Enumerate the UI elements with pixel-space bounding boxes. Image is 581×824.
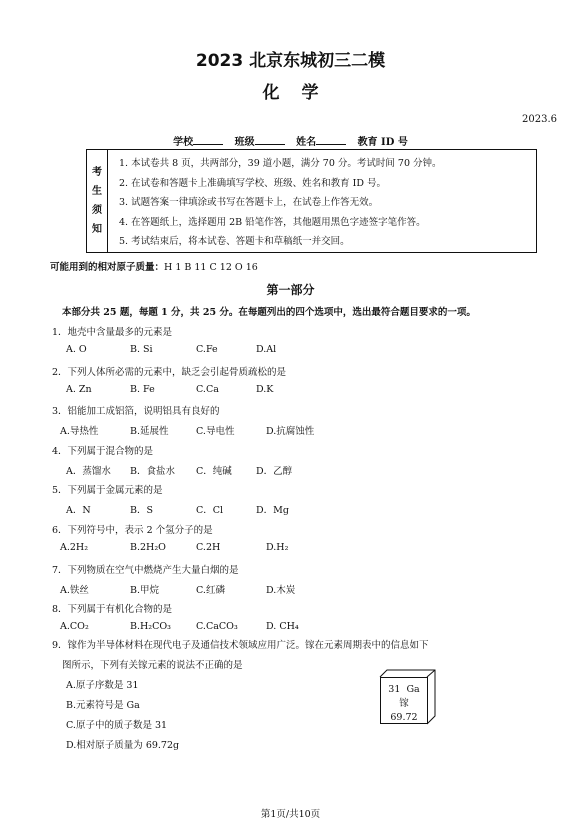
question-stem: 5．下列属于金属元素的是: [52, 485, 163, 497]
element-name: 镓: [399, 698, 409, 709]
question-option: C.Fe: [196, 344, 218, 355]
notice-item: 2. 在试卷和答题卡上准确填写学校、班级、姓名和教育 ID 号。: [119, 177, 386, 189]
question-option: A.导热性: [60, 426, 99, 438]
question-option: A．N: [66, 505, 91, 517]
student-info-line: [0, 133, 581, 148]
question-stem: 6．下列符号中，表示 2 个氢分子的是: [52, 525, 213, 536]
name-blank: [316, 135, 346, 145]
question-option: A.CO₂: [60, 621, 89, 633]
element-card: [380, 677, 428, 724]
school-label: 学校: [173, 137, 194, 148]
question-option: B．食盐水: [130, 465, 175, 477]
class-label: 班级: [234, 137, 255, 148]
q9-option: B.元素符号是 Ga: [66, 700, 140, 711]
question-option: C.CaCO₃: [196, 621, 238, 633]
notice-item: 5. 考试结束后，将本试卷、答题卡和草稿纸一并交回。: [119, 236, 350, 247]
question-option: B. Fe: [130, 383, 155, 395]
question-option: C．Cl: [196, 505, 224, 517]
question-option: C．纯碱: [196, 465, 232, 477]
question-option: D.K: [256, 383, 274, 395]
notice-items: [119, 154, 442, 252]
q9-option: D.相对原子质量为 69.72g: [66, 740, 180, 751]
exam-title: 2023 北京东城初三二模: [195, 51, 386, 71]
q9-stem-line2: 图所示，下列有关镓元素的说法不正确的是: [62, 660, 243, 671]
id-label: 教育 ID 号: [357, 137, 408, 148]
question-option: C.红磷: [196, 584, 225, 596]
notice-side-char: 知: [92, 224, 102, 235]
element-number-symbol: [381, 683, 427, 697]
question-stem: 1．地壳中含量最多的元素是: [52, 327, 173, 338]
question-stem: 3．铝能加工成铝箔，说明铝具有良好的: [52, 406, 220, 418]
notice-side-char: 须: [92, 205, 102, 216]
question-stem: 7．下列物质在空气中燃烧产生大量白烟的是: [52, 564, 239, 576]
question-option: C.2H: [196, 542, 221, 553]
question-option: B.2H₂O: [130, 542, 166, 553]
notice-box: [86, 149, 537, 253]
notice-side-char: 生: [92, 186, 102, 197]
question-option: B.H₂CO₃: [130, 621, 171, 633]
question-option: A.2H₂: [60, 542, 89, 553]
question-option: C.导电性: [196, 426, 235, 438]
part-instruction: 本部分共 25 题，每题 1 分，共 25 分。在每题列出的四个选项中，选出最符合题目要求的一项。: [62, 307, 476, 318]
q9-option: C.原子中的质子数是 31: [66, 720, 168, 731]
question-stem: 2．下列人体所必需的元素中，缺乏会引起骨质疏松的是: [52, 366, 287, 378]
question-option: A.铁丝: [60, 584, 89, 596]
question-stem: 8．下列属于有机化合物的是: [52, 604, 173, 616]
question-option: A. O: [66, 344, 87, 355]
atomic-mass-values: H 1 B 11 C 12 O 16: [164, 262, 258, 273]
question-option: D.木炭: [266, 584, 296, 596]
question-option: B.甲烷: [130, 584, 160, 596]
notice-item: 3. 试题答案一律填涂或书写在答题卡上，在试卷上作答无效。: [119, 197, 379, 208]
part-title: 第一部分: [266, 283, 315, 297]
question-option: D.H₂: [266, 542, 289, 553]
question-option: D．Mg: [256, 505, 289, 517]
question-option: B.延展性: [130, 426, 169, 438]
class-blank: [255, 135, 285, 145]
name-label: 姓名: [296, 137, 317, 148]
element-atomic-number: 31: [388, 684, 401, 695]
question-stem: 4．下列属于混合物的是: [52, 445, 154, 457]
school-blank: [193, 135, 223, 145]
notice-item: 1. 本试卷共 8 页，共两部分，39 道小题，满分 70 分。考试时间 70 分钟。: [119, 158, 442, 169]
q9-stem-line1: 9．镓作为半导体材料在现代电子及通信技术领域应用广泛。镓在元素周期表中的信息如下: [52, 640, 429, 651]
atomic-mass-label: 可能用到的相对原子质量：: [50, 262, 165, 273]
question-option: C.Ca: [196, 383, 219, 395]
notice-side-label: [87, 150, 108, 252]
notice-item: 4. 在答题纸上，选择题用 2B 铅笔作答，其他题用黑色字迹签字笔作答。: [119, 216, 426, 228]
question-option: B. Si: [130, 344, 153, 355]
question-option: D.抗腐蚀性: [266, 426, 315, 438]
element-symbol: Ga: [406, 684, 420, 695]
subject-title: 化学: [262, 83, 341, 103]
atomic-mass-line: [50, 259, 258, 273]
question-option: D. CH₄: [266, 621, 299, 633]
question-option: D.Al: [256, 344, 277, 355]
element-mass: 69.72: [390, 712, 418, 723]
q9-option: A.原子序数是 31: [66, 680, 139, 691]
notice-side-char: 考: [92, 167, 102, 178]
exam-date: 2023.6: [522, 114, 557, 125]
question-option: D．乙醇: [256, 465, 293, 477]
question-option: A．蒸馏水: [66, 465, 111, 477]
page-footer: 第1页/共10页: [260, 809, 321, 820]
question-option: B．S: [130, 505, 153, 517]
question-option: A. Zn: [66, 383, 92, 395]
